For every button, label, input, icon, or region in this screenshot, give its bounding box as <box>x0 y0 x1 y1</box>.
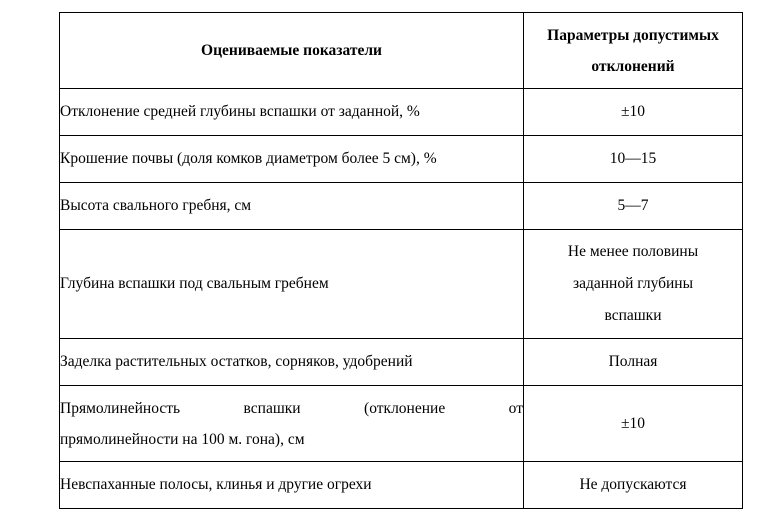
value-line: вспашки <box>604 307 662 324</box>
indicator-cell <box>60 386 524 462</box>
header-tolerances <box>524 13 743 89</box>
value-line: заданной глубины <box>572 275 694 292</box>
indicator-cell: Заделка растительных остатков, сорняков, удобрений <box>60 339 524 386</box>
header-indicators: Оцениваемые показатели <box>60 13 524 89</box>
value-cell <box>524 230 743 339</box>
value-cell: 5—7 <box>524 183 743 230</box>
indicator-cell: Отклонение средней глубины вспашки от заданной, % <box>60 89 524 136</box>
indicator-line: прямолинейности на 100 м. гона), см <box>60 430 305 448</box>
table-row <box>60 183 743 230</box>
table-row <box>60 339 743 386</box>
table-row <box>60 462 743 509</box>
table-row <box>60 136 743 183</box>
value-cell: ±10 <box>524 89 743 136</box>
header-tolerances-line1: Параметры допустимых <box>547 26 719 44</box>
value-cell: Не допускаются <box>524 462 743 509</box>
value-cell: 10—15 <box>524 136 743 183</box>
indicator-cell: Высота свального гребня, см <box>60 183 524 230</box>
indicator-cell: Невспаханные полосы, клинья и другие огрехи <box>60 462 524 509</box>
table-row <box>60 386 743 462</box>
indicator-cell: Крошение почвы (доля комков диаметром более 5 см), % <box>60 136 524 183</box>
header-tolerances-line2: отклонений <box>591 57 675 75</box>
value-line: Не менее половины <box>567 243 699 260</box>
tolerance-table <box>59 12 743 509</box>
table-header-row <box>60 13 743 89</box>
table-row <box>60 89 743 136</box>
value-cell: ±10 <box>524 386 743 462</box>
value-cell: Полная <box>524 339 743 386</box>
table-row <box>60 230 743 339</box>
indicator-line: Прямолинейность вспашки (отклонение от <box>60 399 523 417</box>
indicator-cell: Глубина вспашки под свальным гребнем <box>60 230 524 339</box>
